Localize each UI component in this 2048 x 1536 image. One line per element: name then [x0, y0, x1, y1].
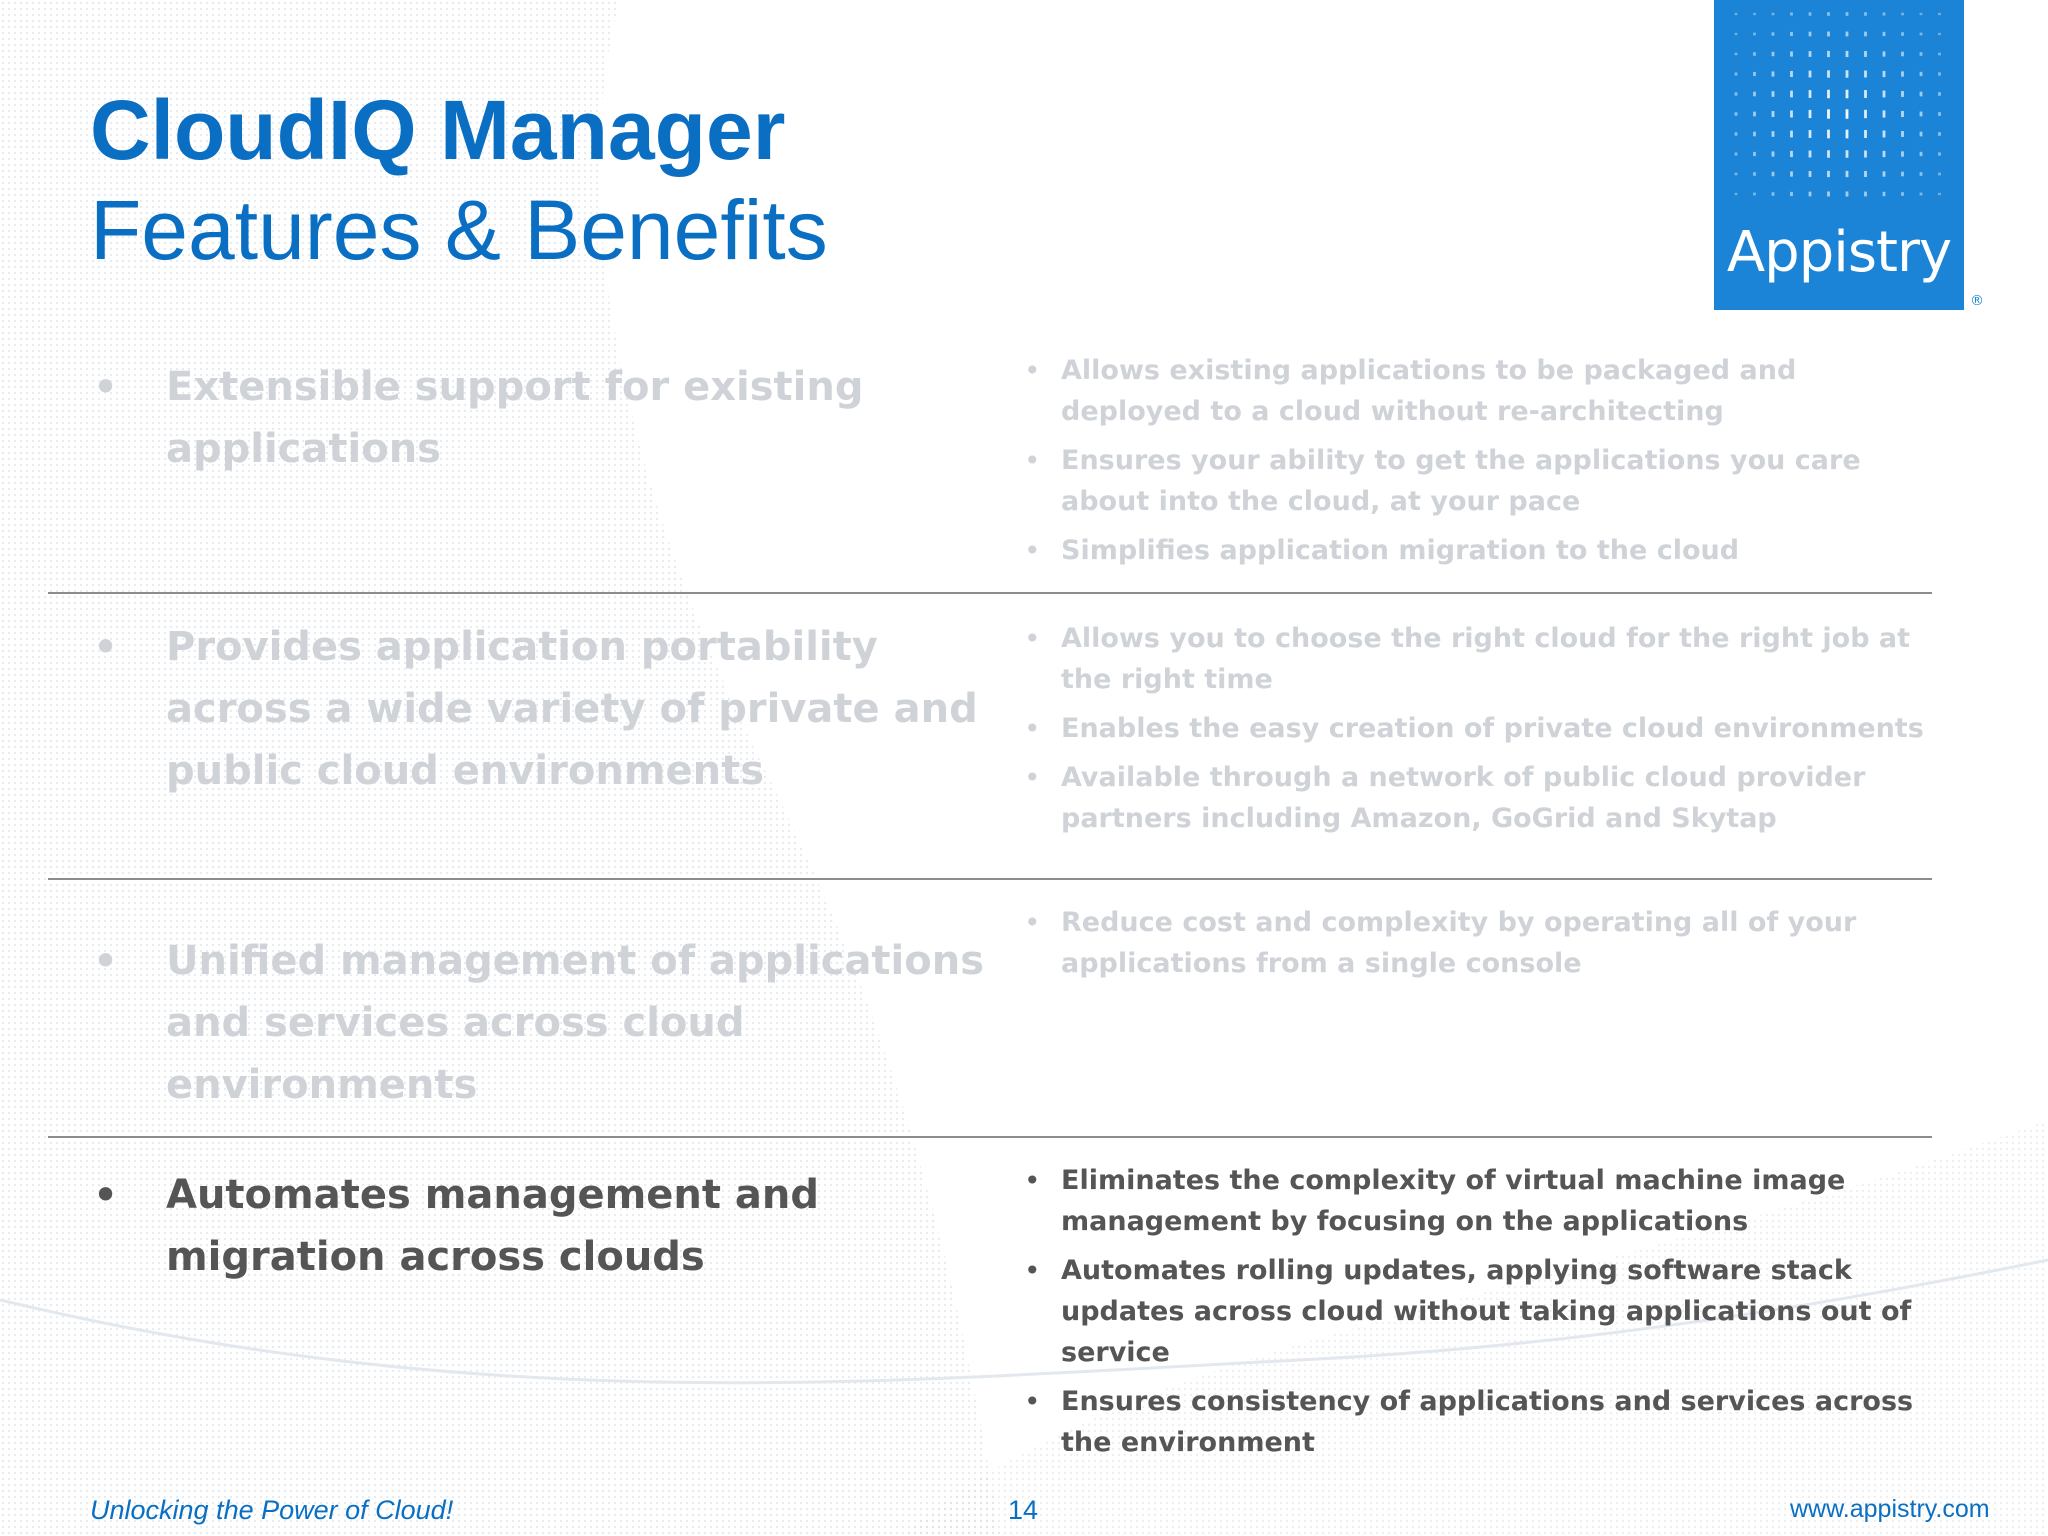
benefit-list [1024, 1160, 1924, 1471]
appistry-logo [1714, 0, 1964, 310]
logo-dot-pattern [1714, 0, 1964, 230]
benefit-item [1024, 757, 1924, 839]
benefit-item [1024, 618, 1924, 700]
feature-bullet: • [92, 360, 120, 414]
benefit-text: Allows you to choose the right cloud for the right job at the right time [1061, 623, 1911, 695]
feature-text: Unified management of applications and services across cloud environments [166, 938, 985, 1108]
benefit-bullet: • [1024, 444, 1041, 477]
feature-row-3 [48, 880, 1932, 1138]
benefit-bullet: • [1024, 534, 1041, 567]
feature-row-2 [48, 594, 1932, 880]
benefit-list [1024, 618, 1924, 847]
benefit-bullet: • [1024, 622, 1041, 655]
benefit-item [1024, 440, 1924, 522]
benefit-bullet: • [1024, 712, 1041, 745]
page-number: 14 [1008, 1495, 1039, 1525]
footer-url[interactable]: www.appistry.com [1790, 1495, 1990, 1523]
benefit-bullet: • [1024, 1164, 1041, 1197]
feature-bullet: • [92, 934, 120, 988]
benefit-list [1024, 902, 1924, 992]
benefit-item [1024, 530, 1924, 571]
benefit-text: Automates rolling updates, applying software stack updates across cloud without taking applications out of service [1061, 1255, 1912, 1368]
benefit-bullet: • [1024, 906, 1041, 939]
benefit-bullet: • [1024, 761, 1041, 794]
benefit-text: Eliminates the complexity of virtual machine image management by focusing on the applications [1061, 1165, 1846, 1237]
benefit-item [1024, 1381, 1924, 1463]
benefit-item [1024, 902, 1924, 984]
feature-row-4 [48, 1138, 1932, 1468]
feature-text: Provides application portability across a wide variety of private and public cloud environments [166, 624, 978, 794]
benefit-text: Available through a network of public cloud provider partners including Amazon, GoGrid and Skytap [1061, 762, 1866, 834]
slide-title [90, 80, 828, 280]
benefit-text: Ensures your ability to get the applications you care about into the cloud, at your pace [1061, 445, 1861, 517]
feature-text: Extensible support for existing applications [166, 364, 864, 472]
title-main: CloudIQ Manager [90, 83, 786, 177]
benefit-bullet: • [1024, 1385, 1041, 1418]
benefit-item [1024, 1250, 1924, 1373]
title-subtitle: Features & Benefits [90, 183, 828, 277]
benefit-text: Ensures consistency of applications and services across the environment [1061, 1386, 1914, 1458]
logo-text: Appistry [1726, 220, 1952, 285]
benefit-text: Simplifies application migration to the cloud [1061, 535, 1740, 566]
benefit-bullet: • [1024, 354, 1041, 387]
feature-text: Automates management and migration across clouds [166, 1172, 820, 1280]
registered-mark: ® [1970, 293, 1984, 309]
benefit-list [1024, 350, 1924, 579]
benefit-item [1024, 350, 1924, 432]
feature-row-1 [48, 340, 1932, 594]
benefit-bullet: • [1024, 1254, 1041, 1287]
feature-bullet: • [92, 1168, 120, 1222]
benefit-text: Allows existing applications to be packaged and deployed to a cloud without re-architecting [1061, 355, 1797, 427]
feature-bullet: • [92, 620, 120, 674]
benefit-item [1024, 708, 1924, 749]
benefit-item [1024, 1160, 1924, 1242]
footer-tagline: Unlocking the Power of Cloud! [90, 1495, 454, 1525]
benefit-text: Enables the easy creation of private cloud environments [1061, 713, 1924, 744]
benefit-text: Reduce cost and complexity by operating all of your applications from a single console [1061, 907, 1857, 979]
